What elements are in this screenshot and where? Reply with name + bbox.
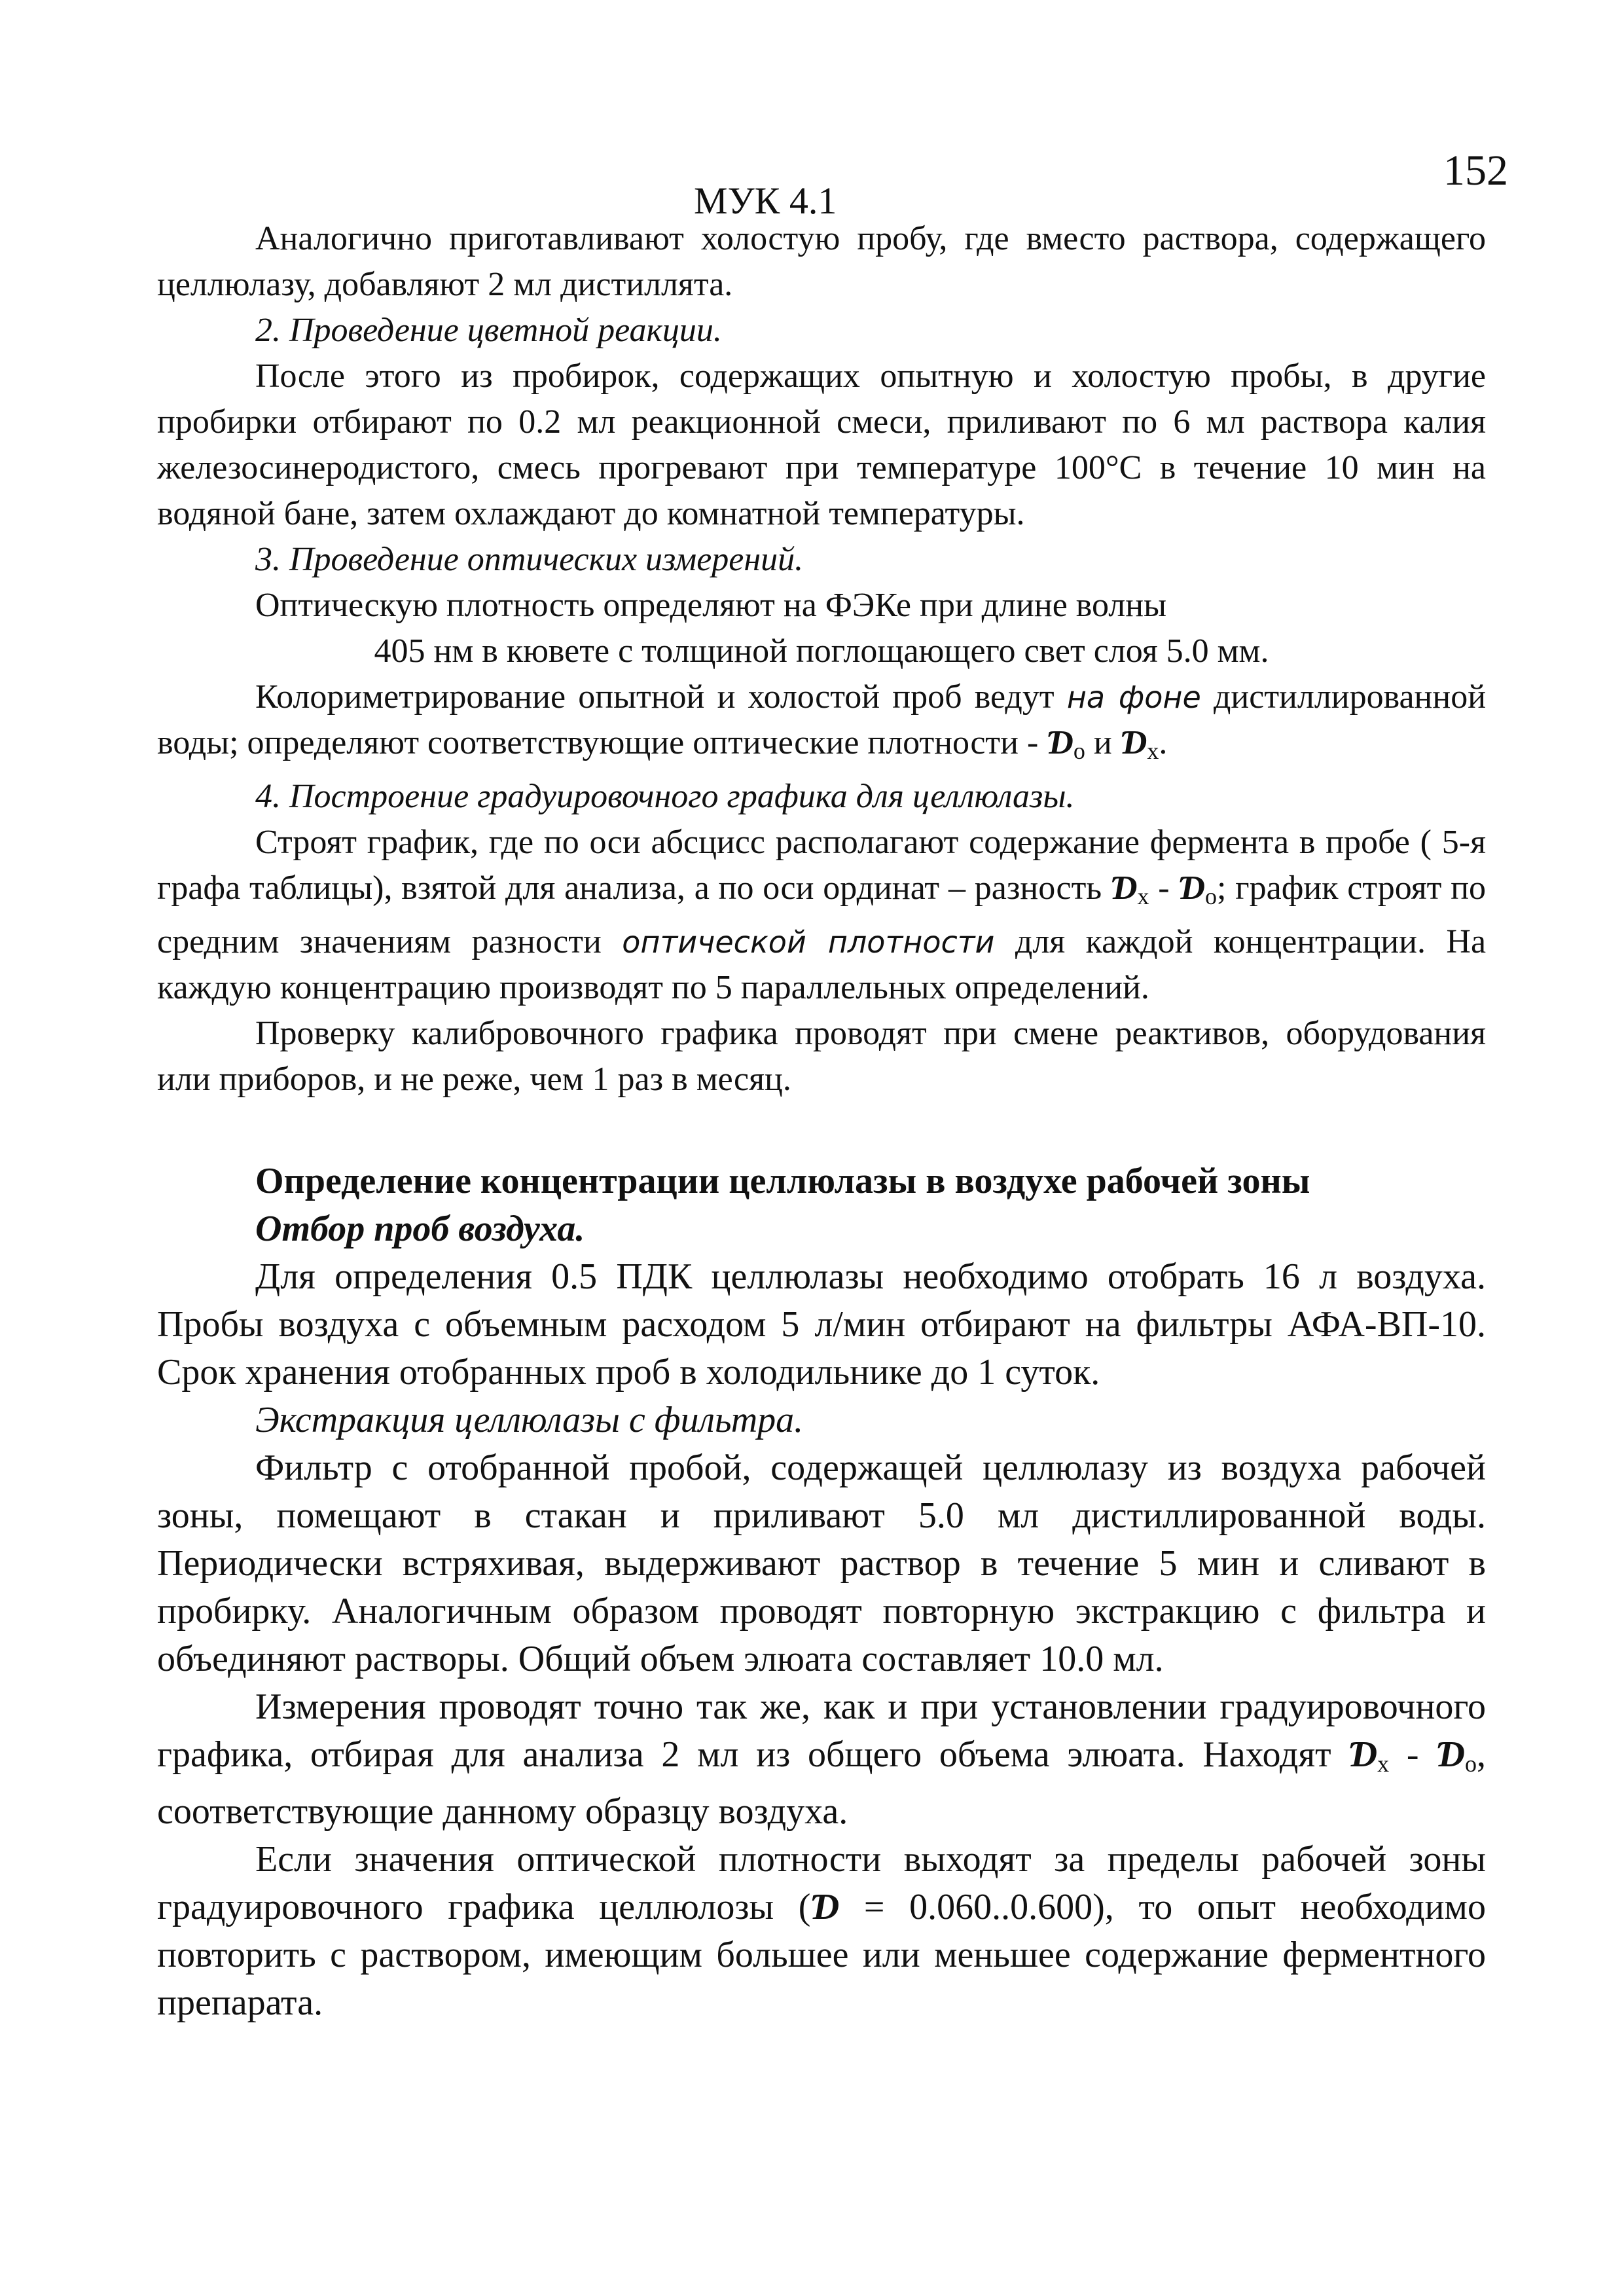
minus-sign: - [1406,1734,1419,1775]
document-body [157,216,1486,2027]
paragraph-colorimetry [157,674,1486,774]
symbol-d: Ɗ [1110,869,1138,907]
out-of-range-text-a: Если значения оптической плотности выходят за пределы рабочей зоны градуировочного графика целлюлозы ( [157,1839,1486,1927]
graph-text-a: Строят график, где по оси абсцисс располагают содержание фермента в пробе ( 5-я графа таблицы), взятой для анализа, а по оси ординат – разность [157,824,1486,907]
sentence-dot: . [1159,724,1168,761]
handwritten-annotation-optical-density: оптической плотности [622,924,995,960]
paragraph-color-reaction: После этого из пробирок, содержащих опытную и холостую пробы, в другие пробирки отбирают по 0.2 мл реакционной смеси, приливают по 6 мл раствора калия железосинеродистого, смесь прогревают при температуре 100°С в течение 10 мин на водяной бане, затем охлаждают до комнатной температуры. [157,357,1486,532]
subscript-x: х [1147,738,1159,764]
graph-text-c: для каждой концентрации. На каждую концентрацию производят по 5 параллельных определений. [157,923,1487,1006]
subscript-o: о [1465,1751,1477,1777]
paragraph-graph-check: Проверку калибровочного графика проводят при смене реактивов, оборудования или приборов, и не реже, чем 1 раз в месяц. [157,1015,1486,1098]
page-number: 152 [1443,147,1508,194]
symbol-d: Ɗ [810,1887,840,1927]
subscript-o: о [1073,738,1085,764]
graph-text-b: ; график строят по средним значениям разности [157,869,1487,960]
subscript-x: х [1377,1751,1390,1777]
measurements-text-a: Измерения проводят точно так же, как и при установлении градуировочного графика, отбирая для анализа 2 мл из общего объема элюата. Находят [157,1686,1486,1775]
paragraph-air-sampling: Для определения 0.5 ПДК целлюлазы необходимо отобрать 16 л воздуха. Пробы воздуха с объемным расходом 5 л/мин отбирают на фильтры АФА-ВП-10. Срок хранения отобранных проб в холодильнике до 1 суток. [157,1256,1486,1393]
section-heading-optical-measurements: 3. Проведение оптических измерений. [255,541,804,578]
measurements-text-b: , соответствующие данному образцу воздуха. [157,1734,1487,1832]
conjunction-and: и [1093,724,1112,761]
paragraph-wavelength: 405 нм в кювете с толщиной поглощающего свет слоя 5.0 мм. [374,632,1269,670]
symbol-d: Ɗ [1436,1734,1466,1775]
paragraph-filter-extraction: Фильтр с отобранной пробой, содержащей целлюлазу из воздуха рабочей зоны, помещают в стакан и приливают 5.0 мл дистиллированной воды. Периодически встряхивая, выдерживают раствор в течение 5 мин и сливают в пробирку. Аналогичным образом проводят повторную экстракцию с фильтра и объединяют растворы. Общий объем элюата составляет 10.0 мл. [157,1448,1486,1679]
paragraph-blank-sample: Аналогично приготавливают холостую пробу, где вместо раствора, содержащего целлюлазу, добавляют 2 мл дистиллята. [157,220,1486,303]
symbol-d: Ɗ [1348,1734,1378,1775]
paragraph-optical-density: Оптическую плотность определяют на ФЭКе при длине волны [255,587,1167,624]
colorimetry-text-start: Колориметрирование опытной и холостой проб ведут [255,678,1055,716]
subscript-x: х [1137,883,1149,909]
symbol-d: Ɗ [1047,724,1074,761]
section-heading-calibration-graph: 4. Построение градуировочного графика для целлюлазы. [255,778,1075,815]
subscript-o: о [1205,883,1218,909]
running-header: МУК 4.1 [694,179,837,222]
paragraph-out-of-range [157,1836,1486,2027]
section-heading-color-reaction: 2. Проведение цветной реакции. [255,312,722,349]
subheading-filter-extraction: Экстракция целлюлазы с фильтра. [255,1400,804,1440]
subheading-air-sampling: Отбор проб воздуха. [255,1209,585,1249]
handwritten-annotation-background: на фоне [1066,680,1201,715]
paragraph-measurements [157,1683,1486,1836]
symbol-d: Ɗ [1120,724,1147,761]
minus-sign: - [1158,869,1170,907]
out-of-range-text-b: = 0.060..0.600), то опыт необходимо повторить с раствором, имеющим большее или меньшее содержание ферментного препарата. [157,1887,1486,2023]
paragraph-graph-construction [157,820,1486,1011]
section-title-air-concentration: Определение концентрации целлюлазы в воздухе рабочей зоны [255,1161,1310,1201]
colorimetry-text-end: дистиллированной воды; определяют соответствующие оптические плотности - [157,678,1487,761]
symbol-d: Ɗ [1178,869,1206,907]
